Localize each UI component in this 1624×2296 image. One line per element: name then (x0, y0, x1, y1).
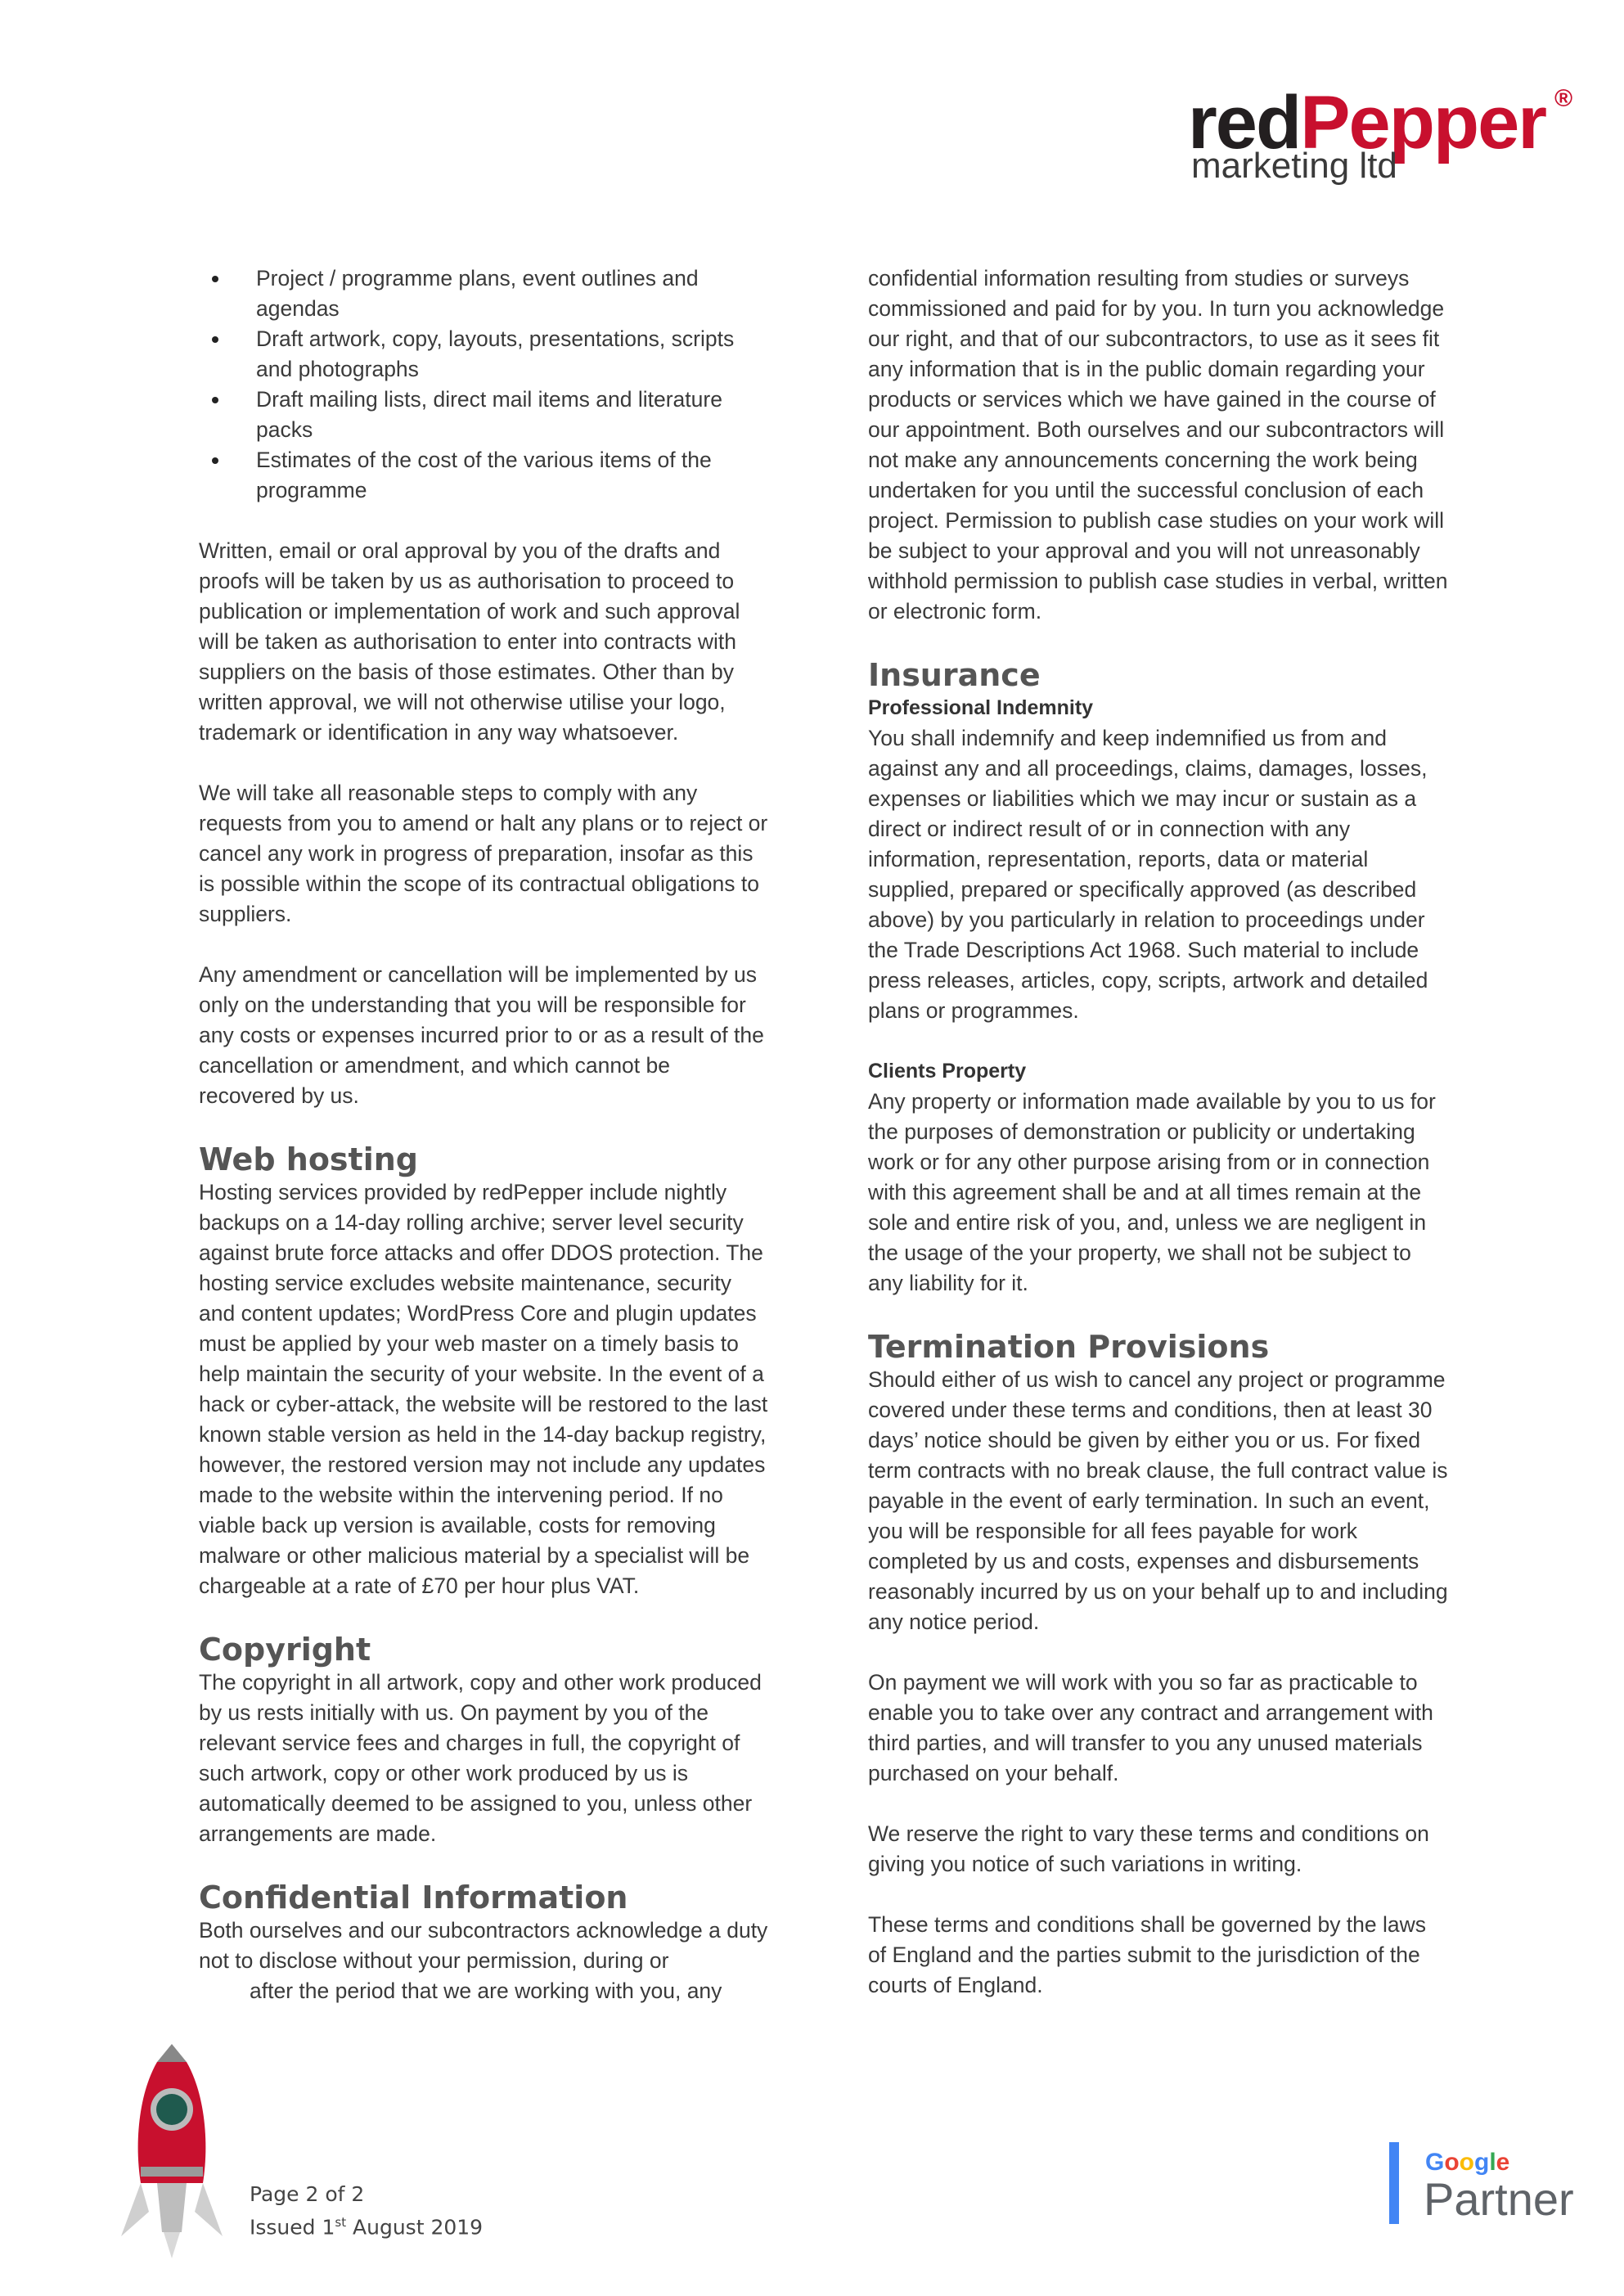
issued-date: Issued 1st August 2019 (250, 2215, 484, 2240)
termination-vary-text: We reserve the right to vary these terms and conditions on giving you notice of such variations in writing. (868, 1821, 1429, 1876)
right-column (868, 263, 1449, 2031)
google-letter: e (1496, 2149, 1510, 2176)
list-item: Draft artwork, copy, layouts, presentations, scripts and photographs (199, 324, 772, 385)
termination-governing-law-text: These terms and conditions shall be governed by the laws of England and the parties submit to the jurisdiction of the courts of England. (868, 1912, 1427, 1997)
google-letter: l (1489, 2149, 1496, 2176)
professional-indemnity-text: You shall indemnify and keep indemnified us from and against any and all proceedings, claims, damages, losses, expenses or liabilities which we may incur or sustain as a direct or indirect result of or in connection with any information, representation, reports, data or material supplied, prepared or specifically approved (as described above) by you particularly in relation to proceedings under the Trade Descriptions Act 1968. Such material to include press releases, articles, copy, scripts, artwork and detailed plans or programmes. (868, 726, 1428, 1023)
insurance-heading: Insurance (868, 657, 1041, 693)
google-letter: o (1459, 2149, 1474, 2176)
web-hosting-heading: Web hosting (199, 1141, 418, 1177)
registered-mark: ® (1554, 85, 1573, 112)
termination-heading: Termination Provisions (868, 1329, 1270, 1365)
web-hosting-text: Hosting services provided by redPepper include nightly backups on a 14-day rolling archive; server level security against brute force attacks and offer DDOS protection. The hosting service excludes website maintenance, security and content updates; WordPress Core and plugin updates must be applied by your web master on a timely basis to help maintain the security of your website. In the event of a hack or cyber-attack, the website will be restored to the last known stable version as held in the 14-day backup registry, however, the restored version may not include any updates made to the website within the intervening period. If no viable back up version is available, costs for removing malware or other malicious material by a specialist will be chargeable at a rate of £70 per hour plus VAT. (199, 1180, 768, 1598)
list-item: Project / programme plans, event outlines and agendas (199, 263, 772, 324)
partner-label: Partner (1424, 2173, 1574, 2225)
google-wordmark (1425, 2149, 1509, 2177)
copyright-heading: Copyright (199, 1632, 371, 1668)
logo-text-red: red (1188, 81, 1301, 164)
deliverables-list (199, 263, 772, 506)
termination-transfer-text: On payment we will work with you so far as practicable to enable you to take over any contract and arrangement with third parties, and will transfer to you any unused materials purchased on your behalf. (868, 1670, 1433, 1785)
approval-paragraph: Written, email or oral approval by you of the drafts and proofs will be taken by us as authorisation to proceed to publication or implementation of work and such approval will be taken as authorisation to enter into contracts with suppliers on the basis of those estimates. Other than by written approval, we will not otherwise utilise your logo, trademark or identification in any way whatsoever. (199, 538, 740, 745)
termination-notice-text: Should either of us wish to cancel any project or programme covered under these terms and conditions, then at least 30 days’ notice should be given by either you or us. For fixed term contracts with no break clause, the full contract value is payable in the event of early termination. In such an event, you will be responsible for all fees payable for work completed by us and costs, expenses and disbursements reasonably incurred by us on your behalf up to and including any notice period. (868, 1367, 1448, 1634)
copyright-text: The copyright in all artwork, copy and other work produced by us rests initially with us. On payment by you of the relevant service fees and charges in full, the copyright of such artwork, copy or other work produced by us is automatically deemed to be assigned to you, unless other arrangements are made. (199, 1670, 762, 1846)
google-partner-badge (1389, 2142, 1577, 2224)
confidential-continued-text: confidential information resulting from studies or surveys commissioned and paid for by you. In turn you acknowledge our right, and that of our subcontractors, to use as it sees fit any information that is in the public domain regarding your products or services which we have gained in the course of our appointment. Both ourselves and our subcontractors will not make any announcements concerning the work being undertaken for you until the successful conclusion of each project. Permission to publish case studies on your work will be subject to your approval and you will not unreasonably withhold permission to publish case studies in verbal, written or electronic form. (868, 266, 1448, 624)
left-column (199, 263, 772, 2006)
confidential-heading: Confidential Information (199, 1880, 628, 1916)
amendment-costs-paragraph: Any amendment or cancellation will be implemented by us only on the understanding that you will be responsible for any costs or expenses incurred prior to or as a result of the cancellation or amendment, and which cannot be recovered by us. (199, 962, 764, 1108)
amend-requests-paragraph: We will take all reasonable steps to comply with any requests from you to amend or halt any plans or to reject or cancel any work in progress of preparation, insofar as this is possible within the scope of its contractual obligations to suppliers. (199, 781, 768, 926)
badge-accent-bar (1389, 2142, 1399, 2224)
confidential-text: Both ourselves and our subcontractors acknowledge a duty not to disclose without your permission, during or after the period that we are working with you, any (199, 1918, 768, 2003)
company-logo (1188, 81, 1581, 186)
rocket-icon (106, 2044, 237, 2265)
page-number: Page 2 of 2 (250, 2182, 365, 2206)
google-letter: o (1444, 2149, 1460, 2176)
list-item: Draft mailing lists, direct mail items and literature packs (199, 385, 772, 445)
clients-property-subheading: Clients Property (868, 1060, 1027, 1083)
clients-property-text: Any property or information made available by you to us for the purposes of demonstration or publicity or undertaking work or for any other purpose arising from or in connection with this agreement shall be and at all times remain at the sole and entire risk of you, and, unless we are negligent in the usage of the your property, we shall not be subject to any liability for it. (868, 1089, 1436, 1295)
list-item: Estimates of the cost of the various items of the programme (199, 445, 772, 506)
google-letter: G (1425, 2149, 1445, 2176)
logo-subtitle: marketing ltd (1191, 146, 1397, 186)
logo-text-pepper: Pepper (1300, 81, 1546, 164)
page-footer (250, 2181, 483, 2241)
google-letter: g (1474, 2149, 1490, 2176)
professional-indemnity-subheading: Professional Indemnity (868, 696, 1094, 719)
